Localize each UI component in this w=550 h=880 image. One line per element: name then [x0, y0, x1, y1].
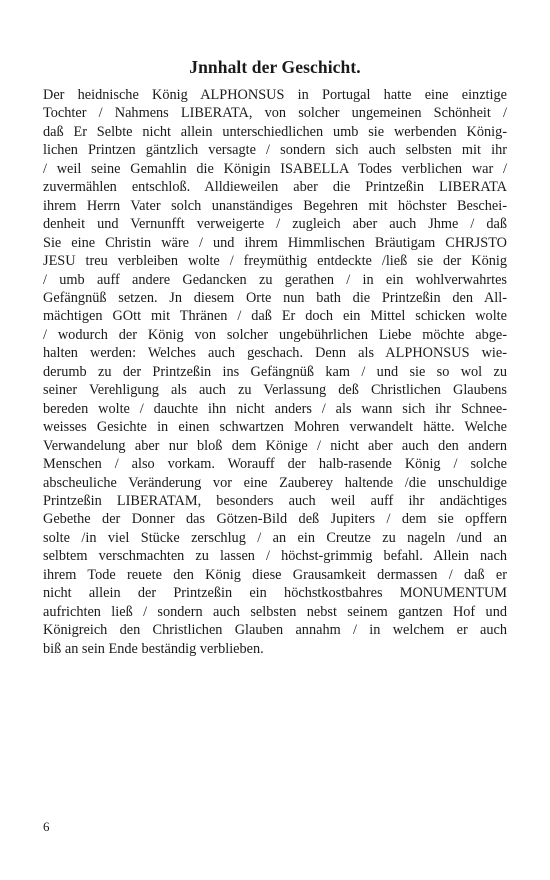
text-line: selbtem verschmachten zu lassen / höchst-grimmig befahl. Allein nach — [43, 548, 507, 565]
text-line: Verwandelung aber nur bloß dem Könige / nicht aber auch den andern — [43, 437, 507, 454]
text-line: Tochter / Nahmens LIBERATA, von solcher ungemeinen Schönheit / — [43, 105, 507, 122]
text-line: biß an sein Ende beständig verblieben. — [43, 640, 264, 657]
text-line: bereden wolte / dauchte ihn nicht anders / als wann sich ihr Schnee- — [43, 400, 507, 417]
text-line: / umb auff andere Gedancken zu gerathen / in ein wohlverwahrtes — [43, 271, 507, 288]
text-line: lichen Printzen gäntzlich versagte / sondern sich auch selbsten mit ihr — [43, 142, 507, 159]
text-line: zuvermählen entschloß. Alldieweilen aber die Printzeßin LIBERATA — [43, 179, 507, 196]
text-line: / weil seine Gemahlin die Königin ISABELLA Todes verblichen war / — [43, 160, 507, 177]
text-line: Gebethe der Donner das Götzen-Bild deß Jupiters / dem sie opffern — [43, 511, 507, 528]
text-line: weisses Gesichte in einen schwartzen Mohren verwandelt hätte. Welche — [43, 419, 507, 436]
text-line: Sie eine Christin wäre / und ihrem Himmlischen Bräutigam CHRJSTO — [43, 234, 507, 251]
text-line: abscheuliche Veränderung vor eine Zauberey haltende /die unschuldige — [43, 474, 507, 491]
page-number: 6 — [43, 819, 50, 834]
text-line: Gefängnüß setzen. Jn diesem Orte nun bath die Printzeßin den All- — [43, 289, 507, 306]
text-line: aufrichten ließ / sondern auch selbsten nebst seinem gantzen Hof und — [43, 603, 507, 620]
text-line: ihrem Herrn Vater solch unanständiges Begehren mit höchster Beschei- — [43, 197, 507, 214]
text-line: daß Er Selbte nicht allein unterschiedlichen umb sie werbenden König- — [43, 123, 507, 140]
text-line: denheit und Vernunfft verweigerte / zugleich aber auch Jhme / daß — [43, 216, 507, 233]
text-line: derumb zu der Printzeßin ins Gefängnüß kam / und sie so wol zu — [43, 363, 507, 380]
text-line: ihrem Tode reuete den König diese Grausamkeit dermassen / daß er — [43, 566, 507, 583]
text-line: / wodurch der König von solcher ungebührlichen Liebe möchte abge- — [43, 326, 507, 343]
text-line: seiner Verehligung als auch zu Verlassung deß Christlichen Glaubens — [43, 382, 507, 399]
body-paragraph — [43, 86, 507, 658]
text-line: Königreich den Christlichen Glauben annahm / in welchem er auch — [43, 622, 507, 639]
text-line: halten werden: Welches auch geschach. Denn als ALPHONSUS wie- — [43, 345, 507, 362]
text-line: nicht allein der Printzeßin ein höchstkostbahres MONUMENTUM — [43, 585, 507, 602]
text-line: Printzeßin LIBERATAM, besonders auch weil auff ihr andächtiges — [43, 492, 507, 509]
text-line: solte /in viel Stücke zerschlug / an ein Creutze zu nageln /und an — [43, 529, 507, 546]
page-title: Jnnhalt der Geschicht. — [189, 57, 361, 77]
text-line: mächtigen GOtt mit Thränen / daß Er doch ein Mittel schicken wolte — [43, 308, 507, 325]
text-line: Der heidnische König ALPHONSUS in Portugal hatte eine einztige — [43, 87, 507, 103]
page-content — [43, 56, 507, 658]
text-line: JESU treu verbleiben wolte / freymüthig entdeckte /ließ sie der König — [43, 253, 507, 270]
text-line: Menschen / also vorkam. Worauff der halb-rasende König / solche — [43, 456, 507, 473]
